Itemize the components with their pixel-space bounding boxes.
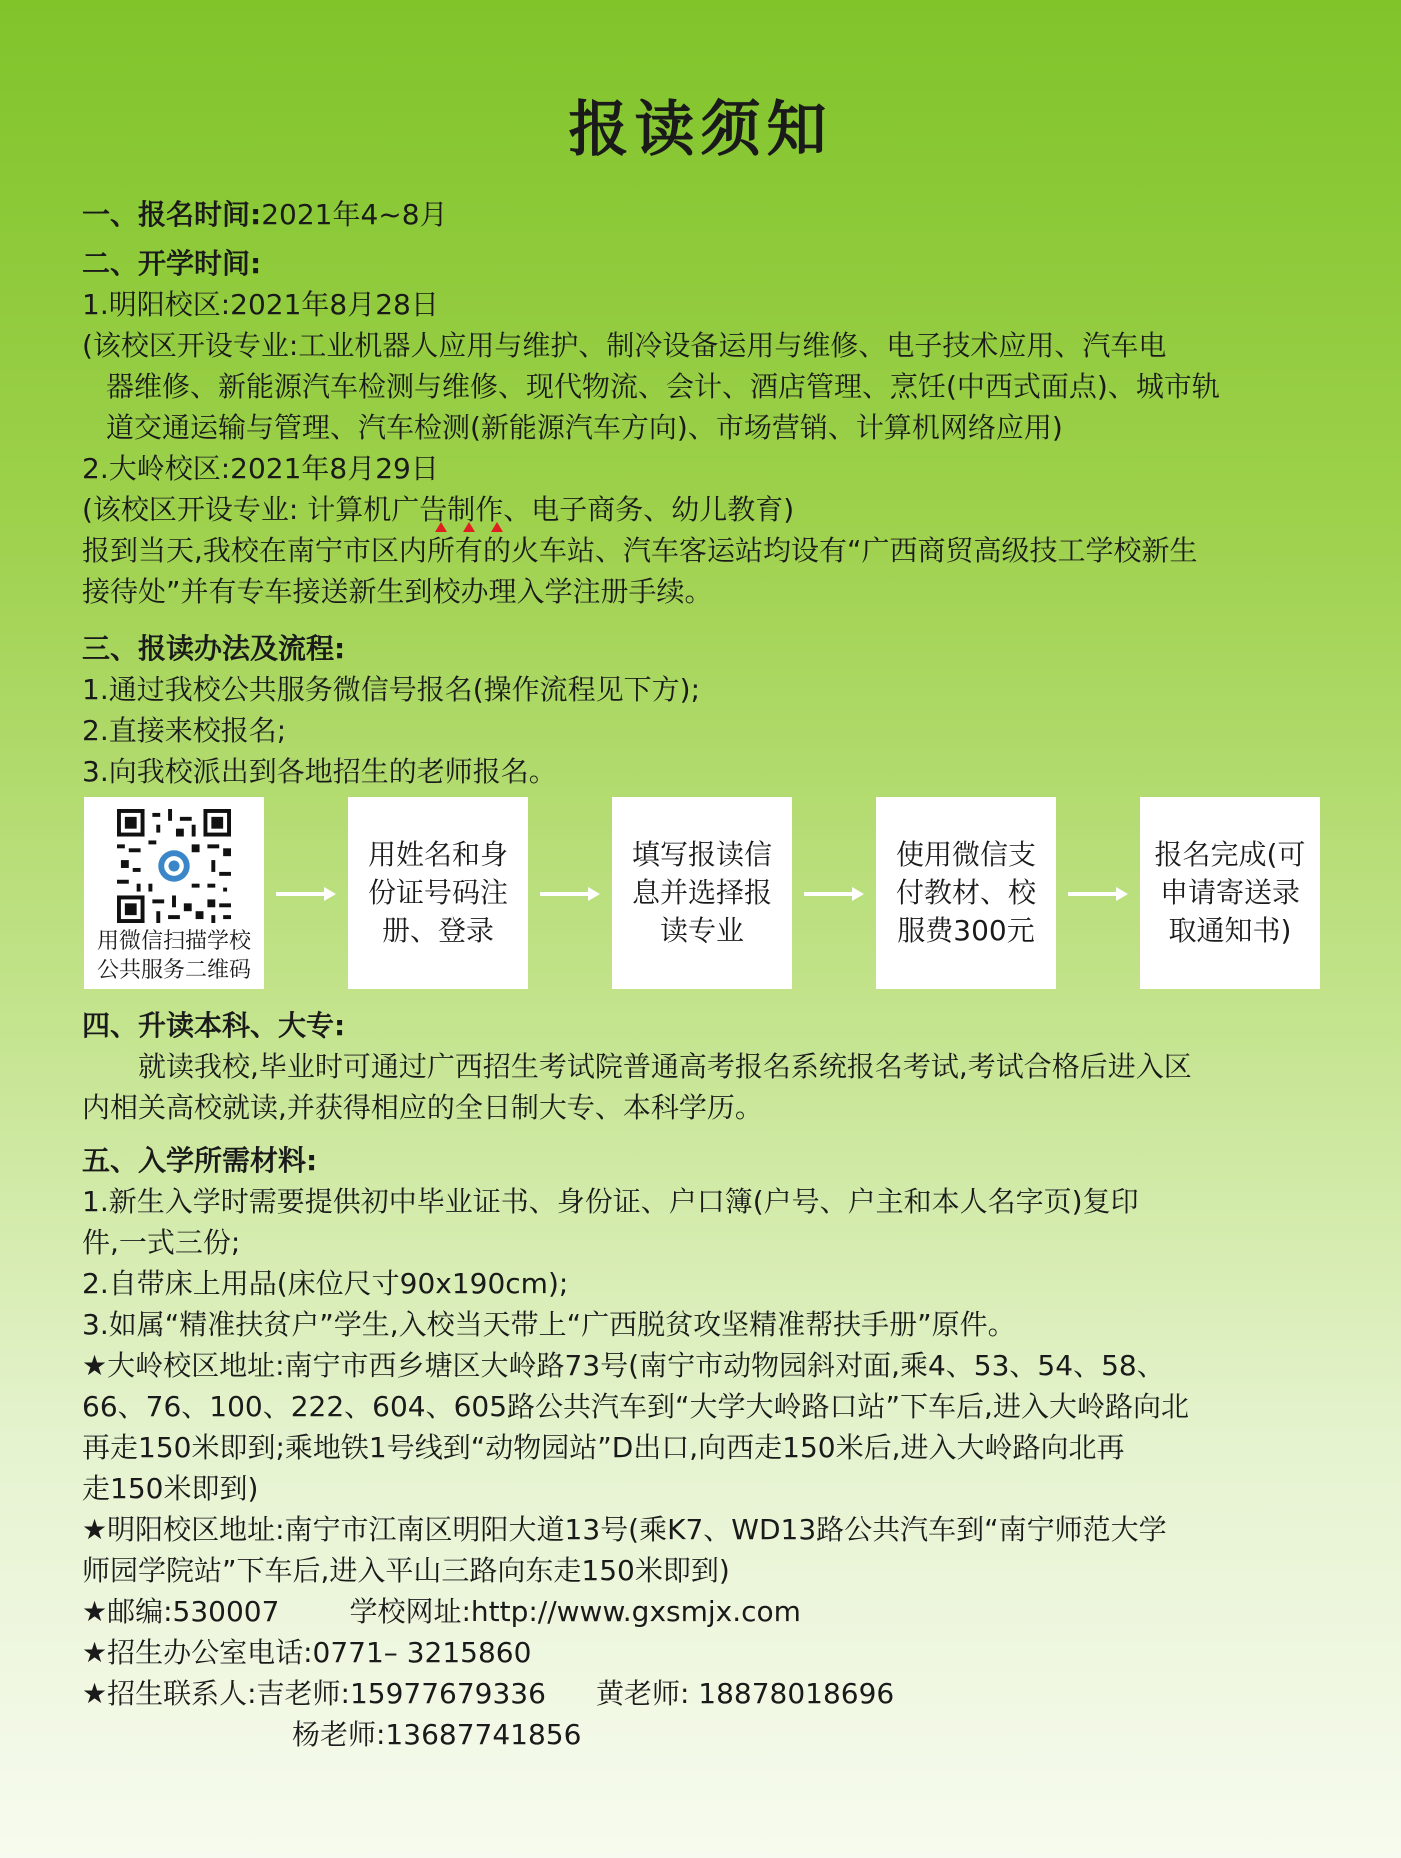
procedure-item-3: 3.向我校派出到各地招生的老师报名。 [82,755,557,788]
enroll-time-line [82,194,1327,235]
teacher-ji: 吉老师:15977679336 [256,1677,546,1710]
arrow-right-icon [802,884,866,904]
notice-content-lower [82,1005,1327,1755]
materials-item-1-line-2: 件,一式三份; [82,1226,241,1259]
teacher-yang: 杨老师:13687741856 [292,1718,582,1751]
procedure-item-2: 2.直接来校报名; [82,714,287,747]
report-text-a: 报到当天,我校在南宁市区内 [82,534,427,567]
school-website[interactable]: 学校网址:http://www.gxsmjx.com [349,1595,801,1628]
step-register [348,797,528,989]
mingyang-address-line-1: ★明阳校区地址:南宁市江南区明阳大道13号(乘K7、WD13路公共汽车到“南宁师范大学 [82,1513,1167,1546]
qr-code-icon [117,809,231,923]
campus1-majors-1: (该校区开设专业:工业机器人应用与维护、制冷设备运用与维修、电子技术应用、汽车电 [82,329,1167,362]
step-pay-text: 使用微信支付教材、校服费300元 [895,838,1036,947]
arrow-right-icon [538,884,602,904]
notice-content [82,186,1327,792]
qr-caption-line-1: 用微信扫描学校 [96,929,251,954]
enroll-time-heading: 一、报名时间 [82,198,251,231]
report-line-2: 接待处”并有专车接送新生到校办理入学注册手续。 [82,575,713,608]
materials-item-3: 3.如属“精准扶贫户”学生,入校当天带上“广西脱贫攻坚精准帮扶手册”原件。 [82,1308,1016,1341]
report-char-3: 的 [483,530,511,571]
materials-heading: 五、入学所需材料: [82,1144,318,1177]
qr-caption-line-2: 公共服务二维码 [96,958,251,983]
upgrade-line-1: 就读我校,毕业时可通过广西招生考试院普通高考报名系统报名考试,考试合格后进入区 [138,1050,1192,1083]
teacher-huang: 黄老师: 18878018696 [595,1677,895,1710]
step-register-text: 用姓名和身份证号码注册、登录 [367,838,508,947]
contact-label: ★招生联系人: [82,1677,257,1710]
daling-address-line-3: 再走150米即到;乘地铁1号线到“动物园站”D出口,向西走150米后,进入大岭路向北再 [82,1431,1125,1464]
campus1-majors-3: 道交通运输与管理、汽车检测(新能源汽车方向)、市场营销、计算机网络应用) [106,411,1063,444]
enroll-time-value: 2021年4~8月 [261,198,448,231]
materials-item-2: 2.自带床上用品(床位尺寸90x190cm); [82,1267,569,1300]
postcode-website-line [82,1591,1327,1632]
step-complete-text: 报名完成(可申请寄送录取通知书) [1154,838,1306,947]
upgrade-heading: 四、升读本科、大专: [82,1009,346,1042]
postcode: ★邮编:530007 [82,1595,280,1628]
page-title: 报读须知 [568,95,833,165]
arrow-right-icon [1066,884,1130,904]
qr-caption [84,927,264,985]
campus2-date: 2.大岭校区:2021年8月29日 [82,452,439,485]
registration-flow [84,797,1320,989]
mingyang-address-line-2: 师园学院站”下车后,进入平山三路向东走150米即到) [82,1554,730,1587]
report-char-2: 有 [455,530,483,571]
daling-address-line-4: 走150米即到) [82,1472,259,1505]
contact-line-1 [82,1673,1327,1714]
campus2-majors: (该校区开设专业: 计算机广告制作、电子商务、幼儿教育) [82,493,795,526]
qr-code-card[interactable] [84,797,264,989]
daling-address-line-1: ★大岭校区地址:南宁市西乡塘区大岭路73号(南宁市动物园斜对面,乘4、53、54、58、 [82,1349,1165,1382]
enroll-time-colon: : [250,198,262,231]
materials-item-1-line-1: 1.新生入学时需要提供初中毕业证书、身份证、户口簿(户号、户主和本人名字页)复印 [82,1185,1139,1218]
arrow-right-icon [274,884,338,904]
start-time-heading: 二、开学时间: [82,247,262,280]
step-fill-info [612,797,792,989]
campus1-date: 1.明阳校区:2021年8月28日 [82,288,439,321]
procedure-item-1: 1.通过我校公共服务微信号报名(操作流程见下方); [82,673,700,706]
step-complete [1140,797,1320,989]
office-phone: ★招生办公室电话:0771– 3215860 [82,1636,532,1669]
report-line-1 [82,530,1327,571]
campus1-majors-2: 器维修、新能源汽车检测与维修、现代物流、会计、酒店管理、烹饪(中西式面点)、城市轨 [106,370,1220,403]
step-pay [876,797,1056,989]
report-char-1: 所 [427,530,455,571]
step-fill-info-text: 填写报读信息并选择报读专业 [631,838,772,947]
report-text-c: 火车站、汽车客运站均设有“广西商贸高级技工学校新生 [510,534,1198,567]
upgrade-line-2: 内相关高校就读,并获得相应的全日制大专、本科学历。 [82,1091,763,1124]
procedure-heading: 三、报读办法及流程: [82,632,346,665]
daling-address-line-2: 66、76、100、222、604、605路公共汽车到“大学大岭路口站”下车后,进入大岭路向北 [82,1390,1189,1423]
